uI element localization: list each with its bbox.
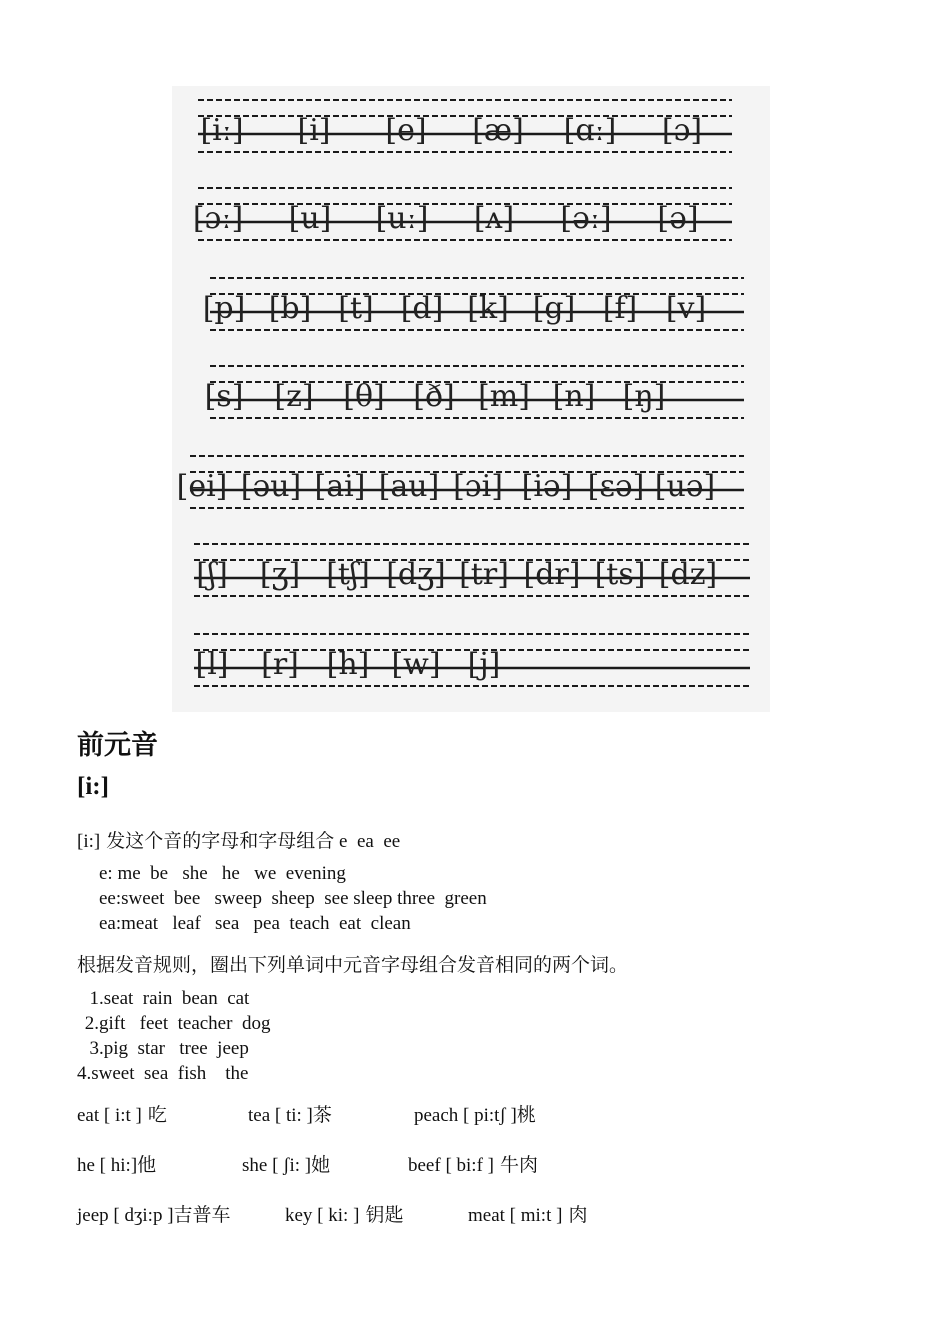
- ipa-symbol: [k]: [467, 291, 509, 326]
- example-line-ea: ea:meat leaf sea pea teach eat clean: [99, 913, 411, 934]
- ipa-symbol: [m]: [478, 379, 530, 414]
- ipa-symbol: [ɔː]: [192, 201, 244, 236]
- exercise-item: 1.seat rain bean cat: [80, 988, 250, 1009]
- ipa-chart-image: [172, 86, 770, 712]
- ipa-symbol: [ð]: [413, 379, 455, 414]
- ipa-symbol: [tr]: [459, 557, 509, 592]
- ipa-symbol: [θ]: [343, 379, 385, 414]
- vocab-word: tea [ ti: ]: [248, 1105, 313, 1126]
- ipa-symbol: [ʒ]: [259, 557, 301, 592]
- ipa-symbol: [tʃ]: [326, 557, 370, 592]
- vocab-meaning: 吃: [141, 1104, 167, 1126]
- vocab-meaning: 他: [137, 1154, 157, 1176]
- vocab-meaning: 肉: [562, 1204, 588, 1226]
- vocab-word: she [ ʃi: ]: [242, 1155, 312, 1176]
- ipa-symbol: [u]: [288, 201, 332, 236]
- ipa-symbol: [ə]: [657, 201, 699, 236]
- ipa-symbol: [dʒ]: [386, 557, 446, 592]
- vocab-item: [285, 1200, 403, 1227]
- exercise-item: 4.sweet sea fish the: [77, 1063, 249, 1084]
- ipa-symbol: [ɔ]: [661, 113, 703, 148]
- ipa-symbol: [dz]: [658, 557, 718, 592]
- section-title: 前元音: [77, 730, 158, 761]
- vocab-item: [248, 1100, 332, 1127]
- ipa-symbol: [h]: [326, 647, 370, 682]
- exercise-item: 3.pig star tree jeep: [80, 1038, 249, 1059]
- ipa-symbol: [ɔi]: [453, 469, 503, 504]
- ipa-symbol: [ɑː]: [563, 113, 617, 148]
- ipa-symbol: [ei]: [176, 469, 228, 504]
- ipa-symbol: [b]: [268, 291, 312, 326]
- ipa-symbol: [v]: [665, 291, 707, 326]
- vocab-meaning: 茶: [312, 1104, 332, 1126]
- ipa-symbol: [uː]: [375, 201, 429, 236]
- vocab-item: [468, 1200, 588, 1227]
- vocab-item: [77, 1150, 156, 1177]
- ipa-symbol: [au]: [378, 469, 440, 504]
- vocab-meaning: 牛肉: [493, 1154, 539, 1176]
- vocab-meaning: 她: [311, 1154, 331, 1176]
- intro-text: 发这个音的字母和字母组合: [100, 830, 335, 852]
- vocab-item: [77, 1100, 167, 1127]
- ipa-symbol: [ai]: [314, 469, 366, 504]
- intro-line: [77, 826, 400, 853]
- vocab-word: eat [ i:t ]: [77, 1105, 142, 1126]
- ipa-symbol: [æ]: [472, 113, 524, 148]
- ipa-symbol: [ʌ]: [473, 201, 515, 236]
- vocab-word: meat [ mi:t ]: [468, 1205, 563, 1226]
- ipa-symbol: [i]: [297, 113, 331, 148]
- exercise-instruction: 根据发音规则，圈出下列单词中元音字母组合发音相同的两个词。: [77, 954, 629, 976]
- ipa-symbol: [əː]: [560, 201, 612, 236]
- vocab-word: key [ ki: ]: [285, 1205, 360, 1226]
- example-line-ee: ee:sweet bee sweep sheep see sleep three green: [99, 888, 487, 909]
- vocab-item: [408, 1150, 538, 1177]
- ipa-symbol: [z]: [274, 379, 314, 414]
- ipa-symbol: [n]: [552, 379, 596, 414]
- ipa-symbol: [ʃ]: [196, 557, 228, 592]
- ipa-symbol: [g]: [532, 291, 576, 326]
- ipa-symbol: [l]: [195, 647, 229, 682]
- ipa-symbol: [ŋ]: [622, 379, 666, 414]
- ipa-symbol: [t]: [338, 291, 374, 326]
- vocab-meaning: 桃: [516, 1104, 536, 1126]
- ipa-symbol: [e]: [385, 113, 427, 148]
- ipa-symbol: [w]: [391, 647, 441, 682]
- vocab-word: peach [ pi:tʃ ]: [414, 1105, 517, 1126]
- vocab-item: [414, 1100, 536, 1127]
- ipa-symbol: [iə]: [521, 469, 573, 504]
- example-line-e: e: me be she he we evening: [99, 863, 346, 884]
- ipa-symbol: [r]: [261, 647, 299, 682]
- ipa-symbol: [ts]: [594, 557, 646, 592]
- phoneme-heading: [i:]: [77, 773, 109, 800]
- intro-phoneme: [i:]: [77, 831, 101, 852]
- vocab-meaning: 吉普车: [173, 1204, 231, 1226]
- vocab-item: [242, 1150, 330, 1177]
- ipa-symbol: [dr]: [523, 557, 581, 592]
- ipa-symbol: [iː]: [200, 113, 244, 148]
- vocab-item: [77, 1200, 231, 1227]
- vocab-word: jeep [ dʒi:p ]: [77, 1205, 174, 1226]
- ipa-symbol: [əu]: [240, 469, 302, 504]
- ipa-symbol: [j]: [467, 647, 501, 682]
- ipa-symbol: [f]: [602, 291, 638, 326]
- ipa-symbol: [uə]: [654, 469, 716, 504]
- vocab-word: beef [ bi:f ]: [408, 1155, 494, 1176]
- exercise-item: 2.gift feet teacher dog: [80, 1013, 271, 1034]
- ipa-symbol: [s]: [204, 379, 244, 414]
- ipa-symbol: [p]: [202, 291, 246, 326]
- ipa-symbol: [d]: [400, 291, 444, 326]
- ipa-symbol: [εə]: [587, 469, 645, 504]
- intro-letters: e ea ee: [334, 831, 401, 852]
- vocab-word: he [ hi:]: [77, 1155, 138, 1176]
- vocab-meaning: 钥匙: [359, 1204, 404, 1226]
